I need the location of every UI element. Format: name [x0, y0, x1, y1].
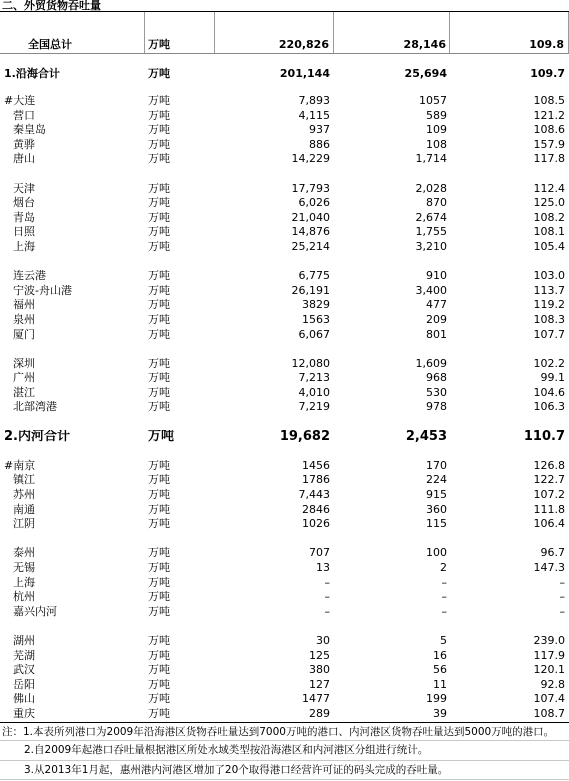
value-cell-b: 11	[433, 677, 447, 691]
port-name-cell: 江阴	[13, 517, 35, 531]
value-cell-a: –	[324, 604, 330, 618]
value-cell-a: 937	[309, 123, 330, 137]
value-cell-a: 17,793	[291, 181, 330, 195]
index-cell: 120.1	[533, 663, 565, 677]
index-cell: 108.6	[533, 123, 565, 137]
port-name-cell: 宁波-舟山港	[13, 283, 72, 297]
port-name-cell: 无锡	[13, 561, 35, 574]
unit-cell: 万吨	[148, 633, 170, 647]
footnote: 注：1.本表所列港口为2009年沿海港区货物吞吐量达到7000万吨的港口、内河港区货物吞吐量达到5000万吨的港口。	[0, 722, 569, 742]
value-cell-b: 5	[440, 633, 447, 647]
port-row	[0, 225, 569, 240]
value-cell-b: –	[441, 590, 447, 604]
value-cell-b: 199	[426, 692, 447, 706]
value-cell-a: 13	[316, 561, 330, 574]
unit-cell: 万吨	[148, 356, 170, 370]
blank-row	[0, 532, 569, 547]
port-row	[0, 400, 569, 415]
unit-cell: 万吨	[148, 400, 170, 414]
unit-cell: 万吨	[148, 561, 170, 574]
value-cell-a: 289	[309, 706, 330, 720]
port-name-cell: 芜湖	[13, 648, 35, 662]
index-cell: –	[559, 575, 565, 589]
value-cell-b: 3,210	[415, 239, 447, 253]
unit-cell: 万吨	[148, 371, 170, 385]
index-cell: 108.2	[533, 210, 565, 224]
index-cell: 108.3	[533, 312, 565, 326]
port-name-cell: 苏州	[13, 488, 35, 502]
index-cell: 111.8	[533, 502, 565, 516]
blank-row	[0, 84, 569, 94]
value-cell-a: 19,682	[279, 429, 330, 444]
index-cell: 92.8	[540, 677, 565, 691]
value-cell-a: 886	[309, 137, 330, 151]
value-cell-a: 7,213	[298, 371, 330, 385]
port-row	[0, 123, 569, 138]
unit-cell: 万吨	[148, 604, 170, 618]
index-cell: 108.5	[533, 94, 565, 107]
port-row	[0, 590, 569, 605]
unit-cell: 万吨	[148, 648, 170, 662]
port-row	[0, 459, 569, 474]
index-cell: 106.4	[533, 517, 565, 531]
index-cell: 99.1	[540, 371, 565, 385]
unit-cell: 万吨	[148, 677, 170, 691]
value-cell-a: 6,067	[298, 327, 330, 341]
unit-cell: 万吨	[148, 385, 170, 399]
unit-cell: 万吨	[148, 590, 170, 604]
value-cell-b: 16	[433, 648, 447, 662]
value-cell-a: 14,876	[291, 225, 330, 239]
footnotes	[0, 722, 569, 781]
table-title: 二、外贸货物吞吐量	[2, 0, 101, 11]
port-row	[0, 94, 569, 109]
value-cell-a: 4,010	[298, 385, 330, 399]
port-name-cell: 泰州	[13, 546, 35, 560]
value-cell-a: 1026	[302, 517, 330, 531]
index-cell: –	[559, 604, 565, 618]
port-row	[0, 707, 569, 722]
unit-cell: 万吨	[148, 137, 170, 151]
value-cell-b: 224	[426, 473, 447, 487]
value-cell-b: 1057	[419, 94, 447, 107]
port-name-cell: 福州	[13, 298, 35, 312]
unit-cell: 万吨	[148, 502, 170, 516]
unit-cell: 万吨	[148, 108, 170, 122]
index-cell: 96.7	[540, 546, 565, 560]
unit-cell: 万吨	[148, 123, 170, 137]
value-cell-b: 1,755	[415, 225, 447, 239]
value-cell-b: 2,028	[415, 181, 447, 195]
port-name-cell: 黄骅	[13, 137, 35, 151]
value-cell-b: 968	[426, 371, 447, 385]
port-name-cell: 青岛	[13, 210, 35, 224]
unit-cell: 万吨	[148, 152, 170, 166]
port-row	[0, 182, 569, 197]
port-row	[0, 371, 569, 386]
index-cell: 113.7	[533, 283, 565, 297]
port-row	[0, 678, 569, 693]
port-row	[0, 298, 569, 313]
port-row	[0, 561, 569, 576]
port-row	[0, 109, 569, 124]
blank-row	[0, 342, 569, 357]
value-cell-a: 2846	[302, 502, 330, 516]
value-cell-a: 7,893	[298, 94, 330, 107]
value-cell-b: 978	[426, 400, 447, 414]
port-name-cell: 天津	[13, 181, 35, 195]
port-name-cell: 连云港	[13, 269, 46, 283]
index-cell: 107.7	[533, 327, 565, 341]
value-cell-a: 4,115	[298, 108, 330, 122]
port-name-cell: #南京	[4, 458, 36, 472]
unit-cell: 万吨	[148, 458, 170, 472]
value-cell-b: 3,400	[415, 283, 447, 297]
value-cell-a: 25,214	[291, 239, 330, 253]
value-cell-b: 2	[440, 561, 447, 574]
value-cell-b: 209	[426, 312, 447, 326]
port-row	[0, 196, 569, 211]
value-cell-b: 870	[426, 196, 447, 210]
value-cell-a: 12,080	[291, 356, 330, 370]
unit-cell: 万吨	[148, 283, 170, 297]
port-row	[0, 503, 569, 518]
value-cell-b: 56	[433, 663, 447, 677]
port-name-cell: 广州	[13, 371, 35, 385]
value-cell-b: 530	[426, 385, 447, 399]
unit-cell: 万吨	[148, 663, 170, 677]
value-cell-a: 30	[316, 633, 330, 647]
index-cell: 107.4	[533, 692, 565, 706]
index-cell: 126.8	[533, 458, 565, 472]
value-cell-a: 127	[309, 677, 330, 691]
port-row	[0, 240, 569, 255]
port-name-cell: 湖州	[13, 633, 35, 647]
value-cell-a: 201,144	[279, 67, 330, 80]
unit-cell: 万吨	[148, 67, 170, 80]
value-cell-a: 1456	[302, 458, 330, 472]
unit-cell: 万吨	[148, 94, 170, 107]
value-cell-b: 170	[426, 458, 447, 472]
port-name-cell: 岳阳	[13, 677, 35, 691]
port-row	[0, 386, 569, 401]
value-cell-b: 915	[426, 488, 447, 502]
index-cell: –	[559, 590, 565, 604]
value-cell-b: 2,674	[415, 210, 447, 224]
footnote: 3.从2013年1月起，惠州港内河港区增加了20个取得港口经营许可证的码头完成的吞吐量。	[0, 761, 569, 781]
index-cell: 110.7	[523, 429, 565, 444]
port-name-cell: 烟台	[13, 196, 35, 210]
port-row	[0, 649, 569, 664]
port-name-cell: 重庆	[13, 706, 35, 720]
unit-cell: 万吨	[148, 692, 170, 706]
value-cell-a: 1477	[302, 692, 330, 706]
port-name-cell: 秦皇岛	[13, 123, 46, 137]
unit-cell: 万吨	[148, 298, 170, 312]
value-cell-a: 3829	[302, 298, 330, 312]
value-cell-a: –	[324, 575, 330, 589]
unit-cell: 万吨	[148, 473, 170, 487]
index-cell: 102.2	[533, 356, 565, 370]
value-cell-b: 108	[426, 137, 447, 151]
index-cell: 239.0	[533, 633, 565, 647]
index-cell: 119.2	[533, 298, 565, 312]
index-cell: 108.1	[533, 225, 565, 239]
unit-cell: 万吨	[145, 12, 215, 53]
port-name-cell: 1.沿海合计	[4, 67, 60, 80]
port-row	[0, 473, 569, 488]
blank-row	[0, 619, 569, 634]
port-row	[0, 692, 569, 707]
value-cell-a: –	[324, 590, 330, 604]
blank-row	[0, 167, 569, 182]
port-row	[0, 138, 569, 153]
unit-cell: 万吨	[148, 196, 170, 210]
port-row	[0, 313, 569, 328]
blank-row	[0, 255, 569, 270]
index-cell: 106.3	[533, 400, 565, 414]
value-cell-b: 2,453	[405, 429, 447, 444]
unit-cell: 万吨	[148, 225, 170, 239]
port-name-cell: 日照	[13, 225, 35, 239]
table-title-row	[0, 0, 569, 12]
index-cell: 103.0	[533, 269, 565, 283]
index-cell: 105.4	[533, 239, 565, 253]
value-cell-b: 28,146	[334, 12, 450, 53]
unit-cell: 万吨	[148, 239, 170, 253]
index-cell: 147.3	[533, 561, 565, 574]
port-row	[0, 546, 569, 561]
value-cell-a: 125	[309, 648, 330, 662]
value-cell-a: 1563	[302, 312, 330, 326]
value-cell-b: 115	[426, 517, 447, 531]
unit-cell: 万吨	[148, 269, 170, 283]
port-name-cell: #大连	[4, 94, 36, 107]
value-cell-a: 1786	[302, 473, 330, 487]
unit-cell: 万吨	[148, 181, 170, 195]
port-row	[0, 634, 569, 649]
value-cell-b: 109	[426, 123, 447, 137]
port-row	[0, 284, 569, 299]
value-cell-b: 25,694	[404, 67, 447, 80]
port-name-cell: 唐山	[13, 152, 35, 166]
coastal-total-row	[0, 64, 569, 84]
value-cell-b: –	[441, 575, 447, 589]
unit-cell: 万吨	[148, 210, 170, 224]
port-row	[0, 488, 569, 503]
port-row	[0, 328, 569, 343]
unit-cell: 万吨	[148, 327, 170, 341]
value-cell-a: 14,229	[291, 152, 330, 166]
index-cell: 121.2	[533, 108, 565, 122]
port-row	[0, 663, 569, 678]
unit-cell: 万吨	[148, 706, 170, 720]
port-name-cell: 湛江	[13, 385, 35, 399]
port-name-cell: 北部湾港	[13, 400, 57, 414]
index-cell: 117.8	[533, 152, 565, 166]
unit-cell: 万吨	[148, 517, 170, 531]
value-cell-b: 477	[426, 298, 447, 312]
value-cell-b: 589	[426, 108, 447, 122]
port-row	[0, 357, 569, 372]
value-cell-a: 26,191	[291, 283, 330, 297]
unit-cell: 万吨	[148, 488, 170, 502]
blank-row	[0, 54, 569, 64]
port-name-cell: 嘉兴内河	[13, 604, 57, 618]
value-cell-a: 6,775	[298, 269, 330, 283]
inland-total-row	[0, 430, 569, 445]
value-cell-a: 21,040	[291, 210, 330, 224]
blank-row	[0, 444, 569, 459]
port-name-cell: 镇江	[13, 473, 35, 487]
index-cell: 125.0	[533, 196, 565, 210]
value-cell-a: 707	[309, 546, 330, 560]
value-cell-a: 220,826	[215, 12, 334, 53]
index-cell: 112.4	[533, 181, 565, 195]
value-cell-a: 6,026	[298, 196, 330, 210]
port-name-cell: 2.内河合计	[4, 429, 70, 444]
index-cell: 157.9	[533, 137, 565, 151]
port-row	[0, 269, 569, 284]
port-name-cell: 厦门	[13, 327, 35, 341]
index-cell: 104.6	[533, 385, 565, 399]
value-cell-a: 7,219	[298, 400, 330, 414]
port-name-cell: 佛山	[13, 692, 35, 706]
port-name-cell: 泉州	[13, 312, 35, 326]
port-name-cell: 上海	[13, 239, 35, 253]
port-row	[0, 517, 569, 532]
footnote: 2.自2009年起港口吞吐量根据港区所处水域类型按沿海港区和内河港区分组进行统计。	[0, 741, 569, 761]
port-name-cell: 全国总计	[0, 12, 145, 53]
value-cell-b: 1,609	[415, 356, 447, 370]
index-cell: 107.2	[533, 488, 565, 502]
unit-cell: 万吨	[148, 575, 170, 589]
value-cell-b: 910	[426, 269, 447, 283]
port-name-cell: 上海	[13, 575, 35, 589]
index-cell: 122.7	[533, 473, 565, 487]
value-cell-a: 7,443	[298, 488, 330, 502]
index-cell: 109.7	[530, 67, 565, 80]
index-cell: 108.7	[533, 706, 565, 720]
port-name-cell: 杭州	[13, 590, 35, 604]
table-body	[0, 12, 569, 722]
value-cell-b: 801	[426, 327, 447, 341]
value-cell-b: 39	[433, 706, 447, 720]
port-name-cell: 南通	[13, 502, 35, 516]
value-cell-b: 360	[426, 502, 447, 516]
index-cell: 109.8	[450, 12, 569, 53]
index-cell: 117.9	[533, 648, 565, 662]
port-name-cell: 营口	[13, 108, 35, 122]
national-total-row	[0, 12, 569, 54]
blank-row	[0, 415, 569, 430]
port-name-cell: 武汉	[13, 663, 35, 677]
value-cell-b: 100	[426, 546, 447, 560]
port-row	[0, 211, 569, 226]
value-cell-b: 1,714	[415, 152, 447, 166]
value-cell-b: –	[441, 604, 447, 618]
port-row	[0, 152, 569, 167]
unit-cell: 万吨	[148, 429, 175, 444]
port-row	[0, 576, 569, 591]
port-name-cell: 深圳	[13, 356, 35, 370]
value-cell-a: 380	[309, 663, 330, 677]
port-row	[0, 605, 569, 620]
unit-cell: 万吨	[148, 546, 170, 560]
unit-cell: 万吨	[148, 312, 170, 326]
